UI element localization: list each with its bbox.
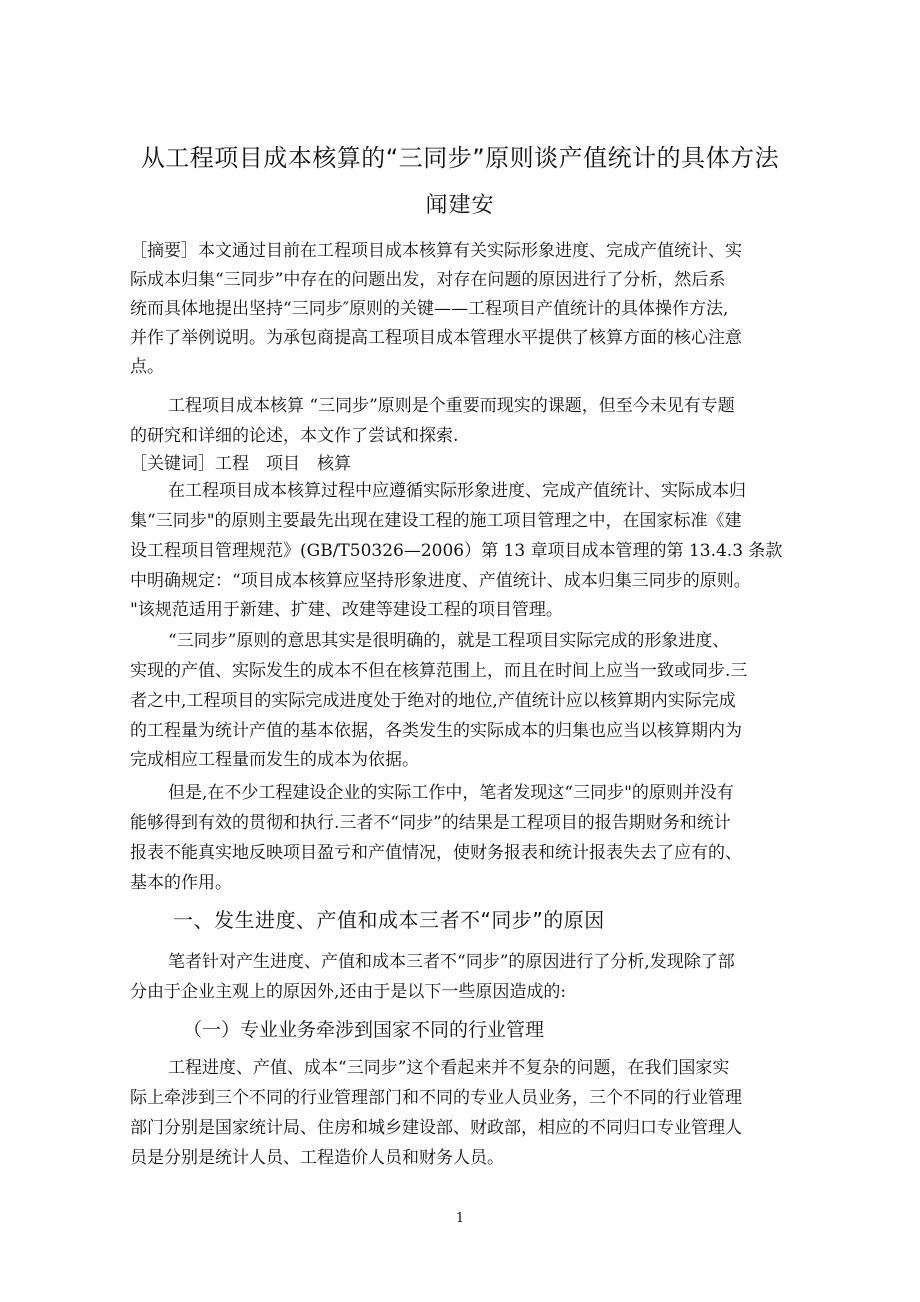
intro-line: 的研究和详细的论述，本文作了尝试和探索.: [130, 426, 459, 446]
document-title: 从工程项目成本核算的“三同步”原则谈产值统计的具体方法: [140, 144, 780, 172]
abstract-line: 统而具体地提出坚持“三同步″原则的关键——工程项目产值统计的具体操作方法,: [130, 299, 729, 319]
body-line: 实现的产值、实际发生的成本不但在核算范围上，而且在时间上应当一致或同步.三: [130, 661, 748, 681]
keywords-label: ［关键词］: [130, 454, 215, 474]
abstract-line: 并作了举例说明。为承包商提高工程项目成本管理水平提供了核算方面的核心注意: [130, 328, 742, 348]
body-line: 际上牵涉到三个不同的行业管理部门和不同的专业人员业务，三个不同的行业管理: [130, 1088, 742, 1108]
body-line: 设工程项目管理规范》(GB/T50326—2006）第 13 章项目成本管理的第 13.4.3 条款: [130, 541, 783, 561]
body-line: 部门分别是国家统计局、住房和城乡建设部、财政部，相应的不同归口专业管理人: [130, 1118, 742, 1138]
body-line: 完成相应工程量而发生的成本为依据。: [130, 750, 419, 770]
abstract-text: 本文通过目前在工程项目成本核算有关实际形象进度、完成产值统计、实: [198, 241, 742, 261]
subsection-heading: （一）专业业务牵涉到国家不同的行业管理: [183, 1019, 545, 1041]
section-heading: 一、发生进度、产值和成本三者不“同步”的原因: [173, 908, 605, 932]
keywords-text: 工程 项目 核算: [215, 454, 351, 474]
body-line: 报表不能真实地反映项目盈亏和产值情况，使财务报表和统计报表失去了应有的、: [130, 843, 742, 863]
body-line: 工程进度、产值、成本“三同步”这个看起来并不复杂的问题，在我们国家实: [168, 1058, 730, 1078]
body-line: 员是分别是统计人员、工程造价人员和财务人员。: [130, 1148, 504, 1168]
body-line: 分由于企业主观上的原因外,还由于是以下一些原因造成的:: [130, 982, 567, 1002]
intro-line: 工程项目成本核算 “三同步”原则是个重要而现实的课题，但至今未见有专题: [168, 396, 735, 416]
body-line: 者之中,工程项目的实际完成进度处于绝对的地位,产值统计应以核算期内实际完成: [130, 691, 736, 711]
body-line: "该规范适用于新建、扩建、改建等建设工程的项目管理。: [130, 600, 563, 620]
body-line: 笔者针对产生进度、产值和成本三者不“同步”的原因进行了分析,发现除了部: [168, 952, 735, 972]
body-line: 中明确规定：“项目成本核算应坚持形象进度、产值统计、成本归集三同步的原则。: [130, 571, 751, 591]
body-line: 在工程项目成本核算过程中应遵循实际形象进度、完成产值统计、实际成本归: [168, 481, 746, 501]
abstract-line: 点。: [130, 357, 164, 377]
body-line: 但是,在不少工程建设企业的实际工作中，笔者发现这“三同步"的原则并没有: [168, 783, 734, 803]
abstract-line: 际成本归集“三同步”中存在的问题出发，对存在问题的原因进行了分析，然后系: [130, 270, 726, 290]
author-name: 闻建安: [425, 193, 495, 218]
page-number: 1: [455, 1211, 465, 1226]
body-line: 能够得到有效的贯彻和执行.三者不“同步”的结果是工程项目的报告期财务和统计: [130, 813, 731, 833]
abstract-line: [130, 239, 800, 263]
keywords-line: [130, 452, 800, 476]
body-line: “三同步”原则的意思其实是很明确的，就是工程项目实际完成的形象进度、: [168, 631, 730, 651]
body-line: 集“三同步"的原则主要最先出现在建设工程的施工项目管理之中，在国家标准《建: [130, 511, 742, 531]
body-line: 基本的作用。: [130, 873, 232, 893]
abstract-label: ［摘要］: [130, 241, 198, 261]
body-line: 的工程量为统计产值的基本依据，各类发生的实际成本的归集也应当以核算期内为: [130, 721, 742, 741]
